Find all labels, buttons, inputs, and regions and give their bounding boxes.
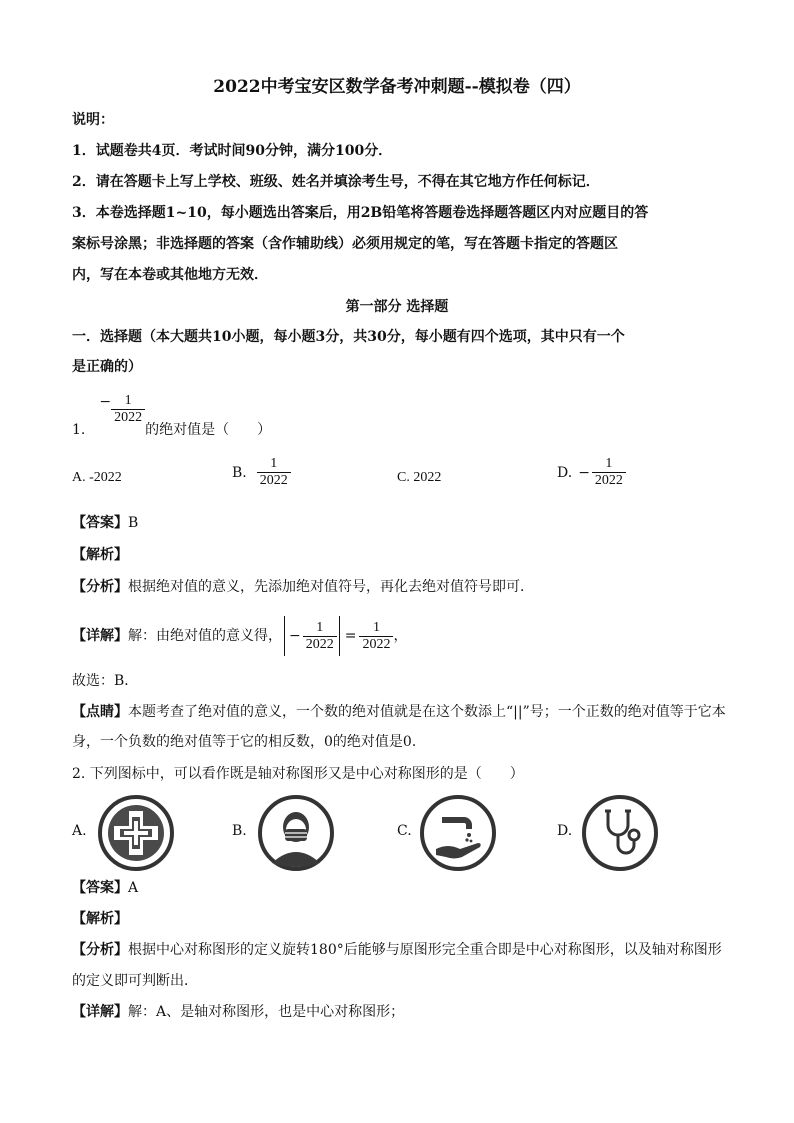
q1-stem-suffix: 的绝对值是（ ） [145,422,272,438]
q2-detail: 【详解】解：A、是轴对称图形，也是中心对称图形； [72,1004,405,1020]
q2-analysis-tag: 【解析】 [72,911,128,927]
q1-answer: 【答案】B [72,515,139,531]
q2-label-c: C. [397,823,412,839]
q1-fraction: $\frac{1}{2022}$ [111,393,145,426]
notes-heading: 说明： [72,112,114,128]
note-item-3-cont: 案标号涂黑；非选择题的答案（含作辅助线）必须用规定的笔，写在答题卡指定的答题区 [72,236,618,252]
q1-comment: 【点睛】本题考查了绝对值的意义，一个数的绝对值就是在这个数添上“||”号；一个正数的绝对值等于它本 [72,704,726,720]
medical-cross-icon [96,793,176,873]
stethoscope-icon [580,793,660,873]
q2-fenxi: 【分析】根据中心对称图形的定义旋转180°后能够与原图形完全重合即是中心对称图形，以及轴对称图形 [72,942,722,958]
section-heading-cont: 是正确的） [72,359,142,375]
q1-choose: 故选：B． [72,673,139,689]
q1-minus: − [99,393,112,410]
q1-detail: 【详解】 解：由绝对值的意义得， − $\frac{1}{2022}$ = $\frac{1}{2022}$ ， [72,614,407,658]
q1-option-c: C. 2022 [397,470,442,485]
q2-fenxi-cont: 的定义即可判断出． [72,973,198,989]
q1-comment-cont: 身，一个负数的绝对值等于它的相反数，0的绝对值是0． [72,734,426,750]
section-heading: 一．选择题（本大题共10小题，每小题3分，共30分，每小题有四个选项，其中只有一个 [72,329,625,345]
page-title: 2022中考宝安区数学备考冲刺题--模拟卷（四） [213,77,581,97]
abs-bar-left [284,616,285,656]
part-heading: 第一部分 选择题 [345,299,449,315]
note-item-3-end: 内，写在本卷或其他地方无效． [72,267,268,283]
q1-fenxi: 【分析】根据绝对值的意义，先添加绝对值符号，再化去绝对值符号即可． [72,579,534,595]
q2-answer: 【答案】A [72,880,139,896]
q1-option-d: D. − $\frac{1}{2022}$ [557,456,626,489]
note-item-2: 2．请在答题卡上写上学校、班级、姓名并填涂考生号，不得在其它地方作任何标记． [72,174,600,190]
abs-bar-right [339,616,340,656]
q1-number: 1. [72,422,86,438]
q1-analysis-tag: 【解析】 [72,547,128,563]
q2-label-d: D. [557,823,573,839]
q1-stem [72,394,271,440]
q2-label-b: B. [232,823,247,839]
q1-option-a: A. -2022 [72,470,122,485]
note-item-3: 3．本卷选择题1~10，每小题选出答案后，用2B铅笔将答题卷选择题答题区内对应题目的答 [72,205,649,221]
face-mask-person-icon [256,793,336,873]
hand-washing-icon [418,793,498,873]
q1-option-b: B. $\frac{1}{2022}$ [232,456,291,489]
note-item-1: 1．试题卷共4页．考试时间90分钟，满分100分． [72,143,393,159]
q2-label-a: A. [72,823,87,839]
q2-stem: 2. 下列图标中，可以看作既是轴对称图形又是中心对称图形的是（ ） [72,766,524,782]
